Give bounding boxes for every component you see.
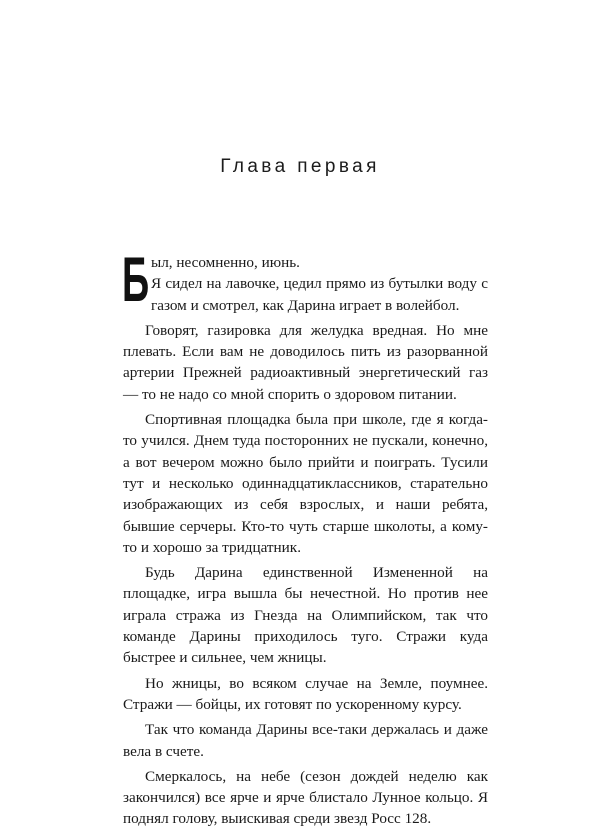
paragraph-7: Так что команда Дарины все-таки держалась и даже вела в счете.	[123, 721, 488, 760]
paragraph-8: Смеркалось, на небе (сезон дождей неделю как закончился) все ярче и ярче блистало Лунное кольцо. Я поднял голову, выискивая среди звезд Росс 128.	[123, 767, 488, 828]
paragraph-5: Будь Дарина единственной Измененной на площадке, игра вышла бы нечестной. Но против нее играла стража из Гнезда на Олимпийском, так что команде Дарины приходилось туго. Стражи куда быстрее и сильнее, чем жницы.	[123, 564, 488, 667]
paragraph-3: Говорят, газировка для желудка вредная. Но мне плевать. Если вам не доводилось пить из разорванной артерии Прежней радиоактивный энергетический газ — то не надо со мной спорить о здоровом питании.	[123, 321, 488, 403]
paragraph-6: Но жницы, во всяком случае на Земле, поумнее. Стражи — бойцы, их готовят по ускоренному курсу.	[123, 674, 488, 713]
dropcap-letter: Б	[122, 245, 150, 315]
chapter-title: Глава первая	[220, 156, 380, 177]
paragraph-1	[122, 245, 488, 316]
dropcap-box	[122, 245, 150, 315]
paragraph-2-text: Я сидел на лавочке, цедил прямо из бутылки воду с газом и смотрел, как Дарина играет в волейбол.	[151, 275, 488, 314]
paragraph-1-text: ыл, несомненно, июнь.	[151, 254, 300, 271]
paragraph-4: Спортивная площадка была при школе, где я когда-то учился. Днем туда посторонних не пускали, конечно, а вот вечером можно было прийти и поиграть. Тусили тут и несколько одиннадцатиклассников, старательно изображающих из себя взрослых, и наши ребята, бывшие серчеры. Кто-то чуть старше школоты, а кому-то и хорошо за тридцатник.	[123, 411, 488, 556]
chapter-text	[122, 245, 488, 834]
